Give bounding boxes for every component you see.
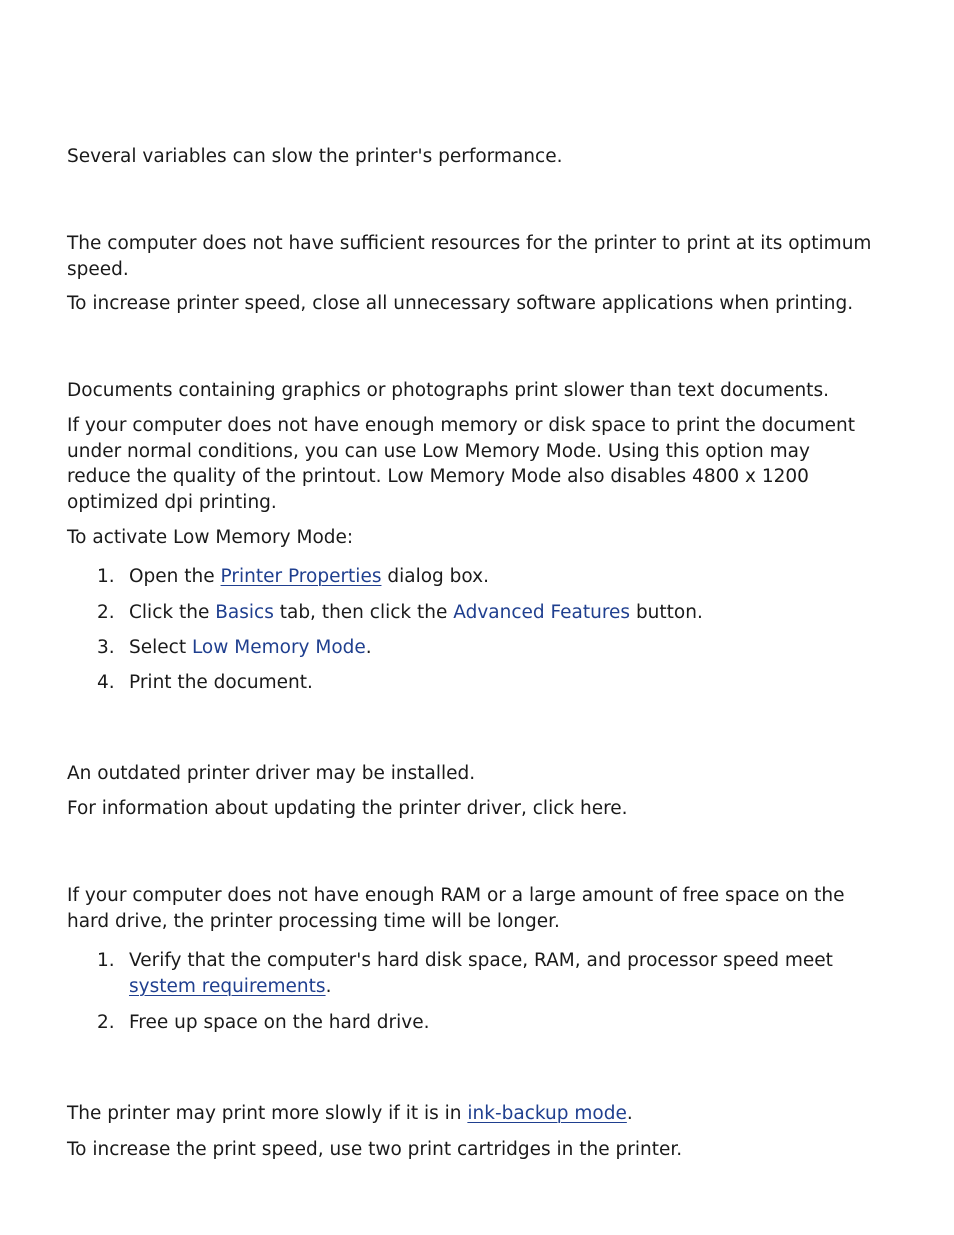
list-number: 2. bbox=[97, 1012, 115, 1033]
ink-backup-text bbox=[67, 1101, 877, 1127]
list-item bbox=[97, 600, 877, 626]
printer-properties-link[interactable]: Printer Properties bbox=[220, 566, 382, 587]
resources-text: The computer does not have sufficient resources for the printer to print at its optimum speed. bbox=[67, 233, 872, 280]
list-number: 3. bbox=[97, 637, 115, 658]
list-text: Click the bbox=[129, 602, 216, 623]
list-text: . bbox=[325, 975, 332, 997]
ram-text: If your computer does not have enough RAM or a large amount of free space on the hard drive, the printer processing time will be longer. bbox=[67, 885, 845, 932]
list-text: . bbox=[365, 637, 372, 658]
list-number: 1. bbox=[97, 566, 115, 587]
list-text: Print the document. bbox=[129, 672, 313, 693]
graphics-text: Documents containing graphics or photographs print slower than text documents. bbox=[67, 380, 829, 401]
paragraph-text: The printer may print more slowly if it is in bbox=[67, 1103, 468, 1124]
list-text: Select bbox=[129, 637, 192, 658]
list-number: 2. bbox=[97, 602, 115, 623]
list-number: 1. bbox=[97, 950, 115, 971]
driver-update-text: For information about updating the printer driver, click here. bbox=[67, 798, 628, 819]
list-text: Open the bbox=[129, 566, 221, 587]
two-cartridges-text: To increase the print speed, use two print cartridges in the printer. bbox=[67, 1139, 683, 1160]
activate-low-memory-text: To activate Low Memory Mode: bbox=[67, 527, 354, 548]
advanced-features-label: Advanced Features bbox=[453, 602, 631, 623]
basics-tab-label: Basics bbox=[215, 602, 274, 623]
intro-text: Several variables can slow the printer's performance. bbox=[67, 146, 563, 167]
list-text-wrap bbox=[129, 948, 869, 999]
low-memory-mode-label: Low Memory Mode bbox=[191, 637, 366, 658]
list-item bbox=[97, 948, 877, 999]
list-text: tab, then click the bbox=[273, 602, 454, 623]
system-requirements-link[interactable]: system requirements bbox=[129, 975, 326, 997]
paragraph-text: . bbox=[626, 1103, 633, 1124]
list-item bbox=[97, 564, 877, 590]
resources-tip: To increase printer speed, close all unnecessary software applications when printing. bbox=[67, 293, 854, 314]
list-number: 4. bbox=[97, 672, 115, 693]
low-memory-text: If your computer does not have enough memory or disk space to print the document under normal conditions, you can use Low Memory Mode. Using this option may reduce the quality of the printout. Low Memory Mode also disables 4800 x 1200 optimized dpi printing. bbox=[67, 415, 855, 513]
list-text: Free up space on the hard drive. bbox=[129, 1012, 430, 1033]
list-item bbox=[97, 1010, 877, 1036]
list-item bbox=[97, 670, 877, 696]
ink-backup-mode-link[interactable]: ink-backup mode bbox=[467, 1103, 627, 1124]
driver-text: An outdated printer driver may be installed. bbox=[67, 763, 476, 784]
list-item bbox=[97, 635, 877, 661]
list-text: button. bbox=[630, 602, 703, 623]
list-text: Verify that the computer's hard disk space, RAM, and processor speed meet bbox=[129, 950, 833, 971]
list-text: dialog box. bbox=[381, 566, 489, 587]
